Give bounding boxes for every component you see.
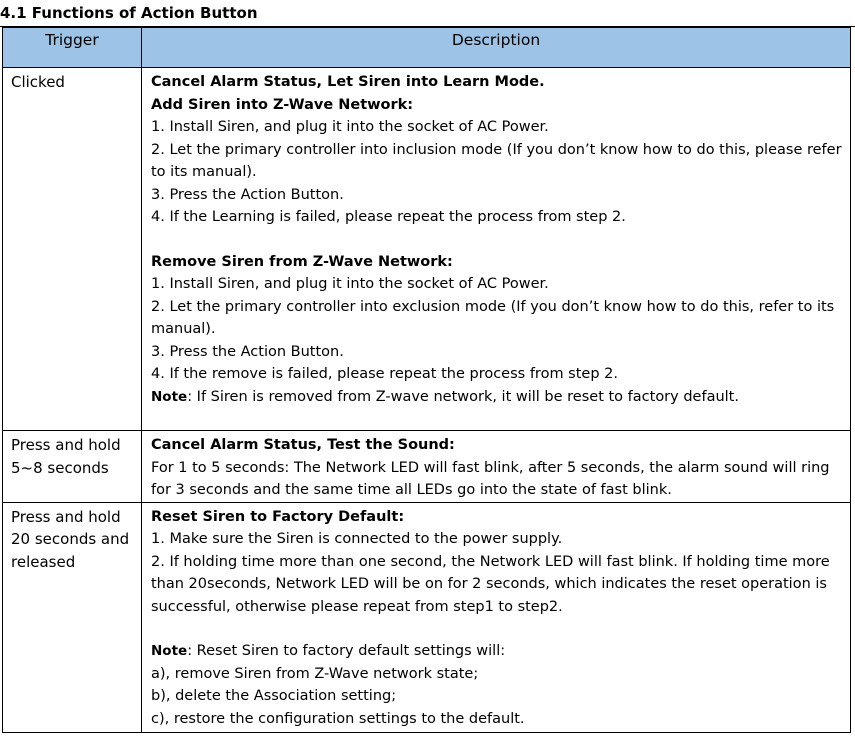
- header-trigger: Trigger: [3, 28, 142, 68]
- subheading-remove: Remove Siren from Z-Wave Network:: [151, 253, 453, 270]
- table-row-press-5-8: [3, 431, 851, 503]
- list-item: 1. Make sure the Siren is connected to the power supply.: [151, 531, 563, 547]
- note-label: Note: [151, 643, 188, 659]
- list-item: 3. Press the Action Button.: [151, 186, 344, 203]
- header-description: Description: [142, 28, 851, 68]
- description-cell: [142, 68, 851, 431]
- spacer: [151, 229, 846, 251]
- trigger-text: 20 seconds and: [11, 530, 130, 548]
- description-cell: [142, 502, 851, 733]
- note-label: Note: [151, 388, 188, 405]
- list-item: 2. Let the primary controller into exclusion mode (If you don’t know how to do this, refer to its manual).: [151, 298, 835, 337]
- list-item: 2. If holding time more than one second, the Network LED will fast blink. If holding time more than 20seconds, Network LED will be on for 2 seconds, which indicates the reset operation is successful, otherwise please repeat from step1 to step2.: [151, 553, 830, 615]
- trigger-cell: [3, 431, 142, 503]
- list-item: 4. If the Learning is failed, please repeat the process from step 2.: [151, 209, 626, 225]
- list-item: 4. If the remove is failed, please repeat the process from step 2.: [151, 366, 618, 382]
- table-header-row: [3, 28, 851, 68]
- list-item: b), delete the Association setting;: [151, 688, 397, 704]
- list-item: 2. Let the primary controller into inclusion mode (If you don’t know how to do this, please refer to its manual).: [151, 141, 842, 180]
- trigger-text: Press and hold: [11, 436, 121, 454]
- trigger-text: Clicked: [11, 73, 65, 91]
- section-title: 4.1 Functions of Action Button: [0, 4, 258, 22]
- row-heading: Cancel Alarm Status, Let Siren into Learn Mode.: [151, 74, 545, 90]
- trigger-text: 5~8 seconds: [11, 458, 109, 477]
- action-button-table: [2, 27, 851, 733]
- note-text: : If Siren is removed from Z-wave network, it will be reset to factory default.: [187, 388, 739, 405]
- description-cell: [142, 431, 851, 503]
- list-item: 3. Press the Action Button.: [151, 343, 344, 360]
- spacer: [151, 730, 846, 732]
- list-item: c), restore the configuration settings to the default.: [151, 710, 525, 727]
- trigger-text: Press and hold: [11, 507, 121, 526]
- spacer: [151, 618, 846, 640]
- table-row-press-20: [3, 502, 851, 733]
- list-item: a), remove Siren from Z-Wave network state;: [151, 665, 479, 682]
- spacer: [151, 408, 846, 430]
- trigger-text: released: [11, 552, 76, 571]
- list-item: 1. Install Siren, and plug it into the socket of AC Power.: [151, 119, 549, 135]
- trigger-cell: [3, 68, 142, 431]
- note: [151, 386, 846, 409]
- table-row-clicked: [3, 68, 851, 431]
- description-text: For 1 to 5 seconds: The Network LED will fast blink, after 5 seconds, the alarm sound will ring for 3 seconds and the same time all LEDs go into the state of fast blink.: [151, 459, 830, 498]
- note: [151, 640, 846, 663]
- row-heading: Cancel Alarm Status, Test the Sound:: [151, 437, 455, 453]
- row-heading: Reset Siren to Factory Default:: [151, 508, 405, 525]
- trigger-cell: [3, 502, 142, 733]
- subheading-add: Add Siren into Z-Wave Network:: [151, 96, 414, 113]
- note-text: : Reset Siren to factory default settings will:: [187, 643, 506, 659]
- list-item: 1. Install Siren, and plug it into the socket of AC Power.: [151, 276, 549, 292]
